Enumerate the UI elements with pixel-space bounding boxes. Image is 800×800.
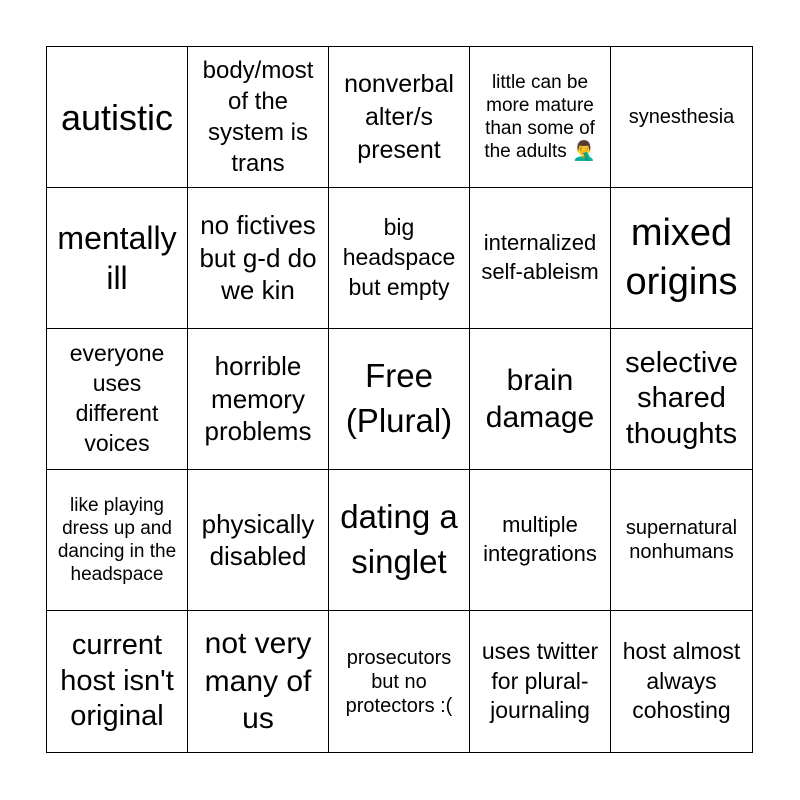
- bingo-cell-r2c1[interactable]: [47, 188, 188, 329]
- bingo-cell-text: everyone uses different voices: [69, 340, 165, 456]
- bingo-cell-text: autistic: [60, 96, 174, 138]
- bingo-cell-text: horrible memory problems: [204, 351, 312, 447]
- bingo-cell-r5c1[interactable]: [47, 611, 188, 752]
- bingo-cell-r3c2[interactable]: [188, 329, 329, 470]
- bingo-cell-r2c2[interactable]: [188, 188, 329, 329]
- bingo-cell-r5c3[interactable]: [329, 611, 470, 752]
- bingo-cell-r4c1[interactable]: [47, 470, 188, 611]
- bingo-cell-r4c4[interactable]: [470, 470, 611, 611]
- bingo-cell-text: mentally ill: [57, 220, 177, 296]
- bingo-cell-text: no fictives but g-d do we kin: [199, 210, 317, 306]
- bingo-cell-r4c2[interactable]: [188, 470, 329, 611]
- bingo-cell-text: selective shared thoughts: [625, 346, 738, 450]
- bingo-cell-text: uses twitter for plural-journaling: [481, 637, 599, 724]
- bingo-cell-r4c3[interactable]: [329, 470, 470, 611]
- bingo-cell-text: not very many of us: [204, 627, 312, 736]
- bingo-cell-text: brain damage: [485, 363, 595, 434]
- bingo-cell-text: like playing dress up and dancing in the headspace: [57, 494, 177, 586]
- bingo-cell-r5c4[interactable]: [470, 611, 611, 752]
- bingo-cell-text: synesthesia: [628, 106, 735, 128]
- bingo-cell-r2c4[interactable]: [470, 188, 611, 329]
- bingo-cell-r1c2[interactable]: [188, 47, 329, 188]
- bingo-cell-r3c4[interactable]: [470, 329, 611, 470]
- bingo-cell-r1c3[interactable]: [329, 47, 470, 188]
- bingo-cell-text: current host isn't original: [60, 629, 174, 733]
- bingo-cell-text: big headspace but empty: [342, 214, 456, 300]
- bingo-cell-text: little can be more mature than some of the adults 🤦‍♂️: [484, 71, 596, 163]
- bingo-cell-free[interactable]: [329, 329, 470, 470]
- bingo-board: [46, 46, 753, 753]
- bingo-cell-text: host almost always cohosting: [622, 637, 741, 724]
- bingo-cell-text: multiple integrations: [483, 512, 597, 566]
- bingo-cell-r1c1[interactable]: [47, 47, 188, 188]
- bingo-cell-r2c3[interactable]: [329, 188, 470, 329]
- bingo-cell-r2c5[interactable]: [611, 188, 752, 329]
- bingo-cell-r1c5[interactable]: [611, 47, 752, 188]
- bingo-cell-r3c5[interactable]: [611, 329, 752, 470]
- bingo-cell-text: prosecutors but no protectors :(: [345, 646, 453, 717]
- bingo-cell-text: body/most of the system is trans: [202, 56, 314, 178]
- bingo-cell-r5c5[interactable]: [611, 611, 752, 752]
- bingo-cell-text: internalized self-ableism: [481, 230, 599, 284]
- bingo-cell-r5c2[interactable]: [188, 611, 329, 752]
- bingo-cell-r3c1[interactable]: [47, 329, 188, 470]
- bingo-cell-r4c5[interactable]: [611, 470, 752, 611]
- bingo-cell-text: Free (Plural): [345, 357, 453, 439]
- bingo-cell-text: mixed origins: [625, 211, 738, 303]
- bingo-cell-text: supernatural nonhumans: [625, 517, 738, 563]
- bingo-cell-text: physically disabled: [201, 508, 315, 571]
- bingo-cell-text: nonverbal alter/s present: [344, 69, 454, 164]
- bingo-cell-r1c4[interactable]: [470, 47, 611, 188]
- bingo-cell-text: dating a singlet: [340, 498, 458, 580]
